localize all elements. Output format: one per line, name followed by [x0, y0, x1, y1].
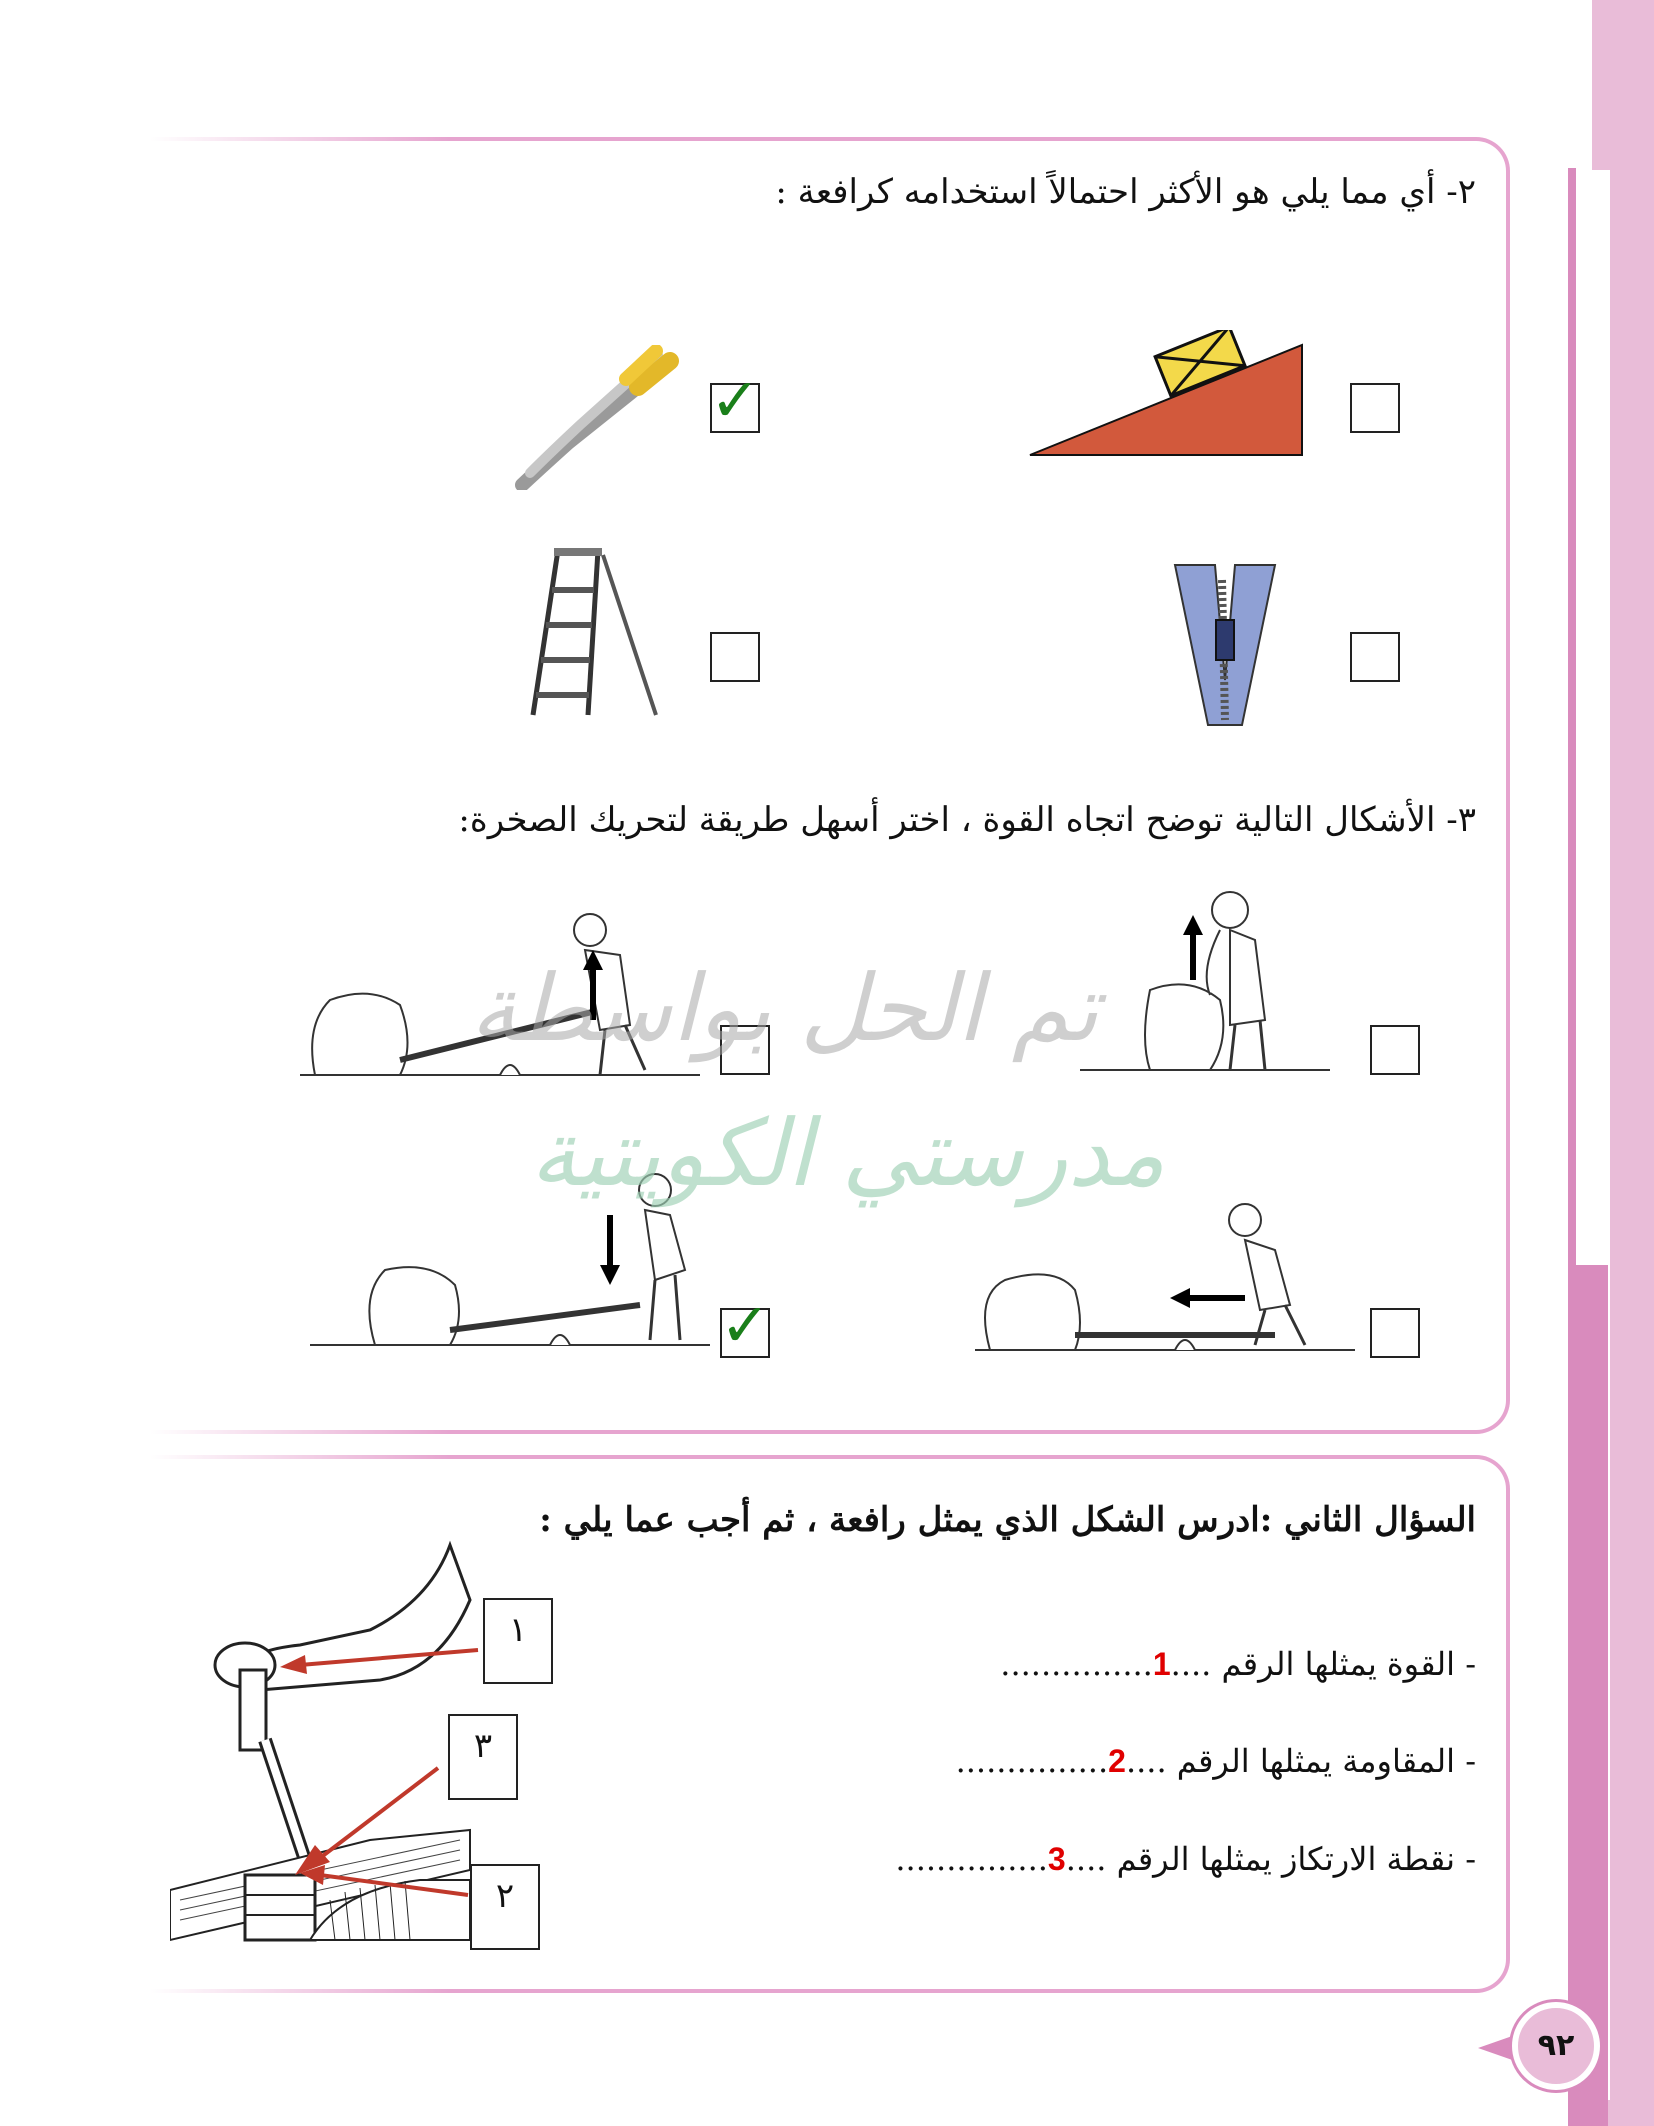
- checkbox-tongs[interactable]: [710, 366, 761, 436]
- answer-force[interactable]: 1: [1152, 1646, 1171, 1682]
- checkbox-inclined-plane[interactable]: [1350, 383, 1400, 433]
- check-mark-icon: ✓: [710, 366, 761, 436]
- tongs-image: [510, 345, 680, 490]
- answer-line-resistance: - المقاومة يمثلها الرقم ....2...............: [955, 1742, 1476, 1780]
- checkbox-ladder[interactable]: [710, 632, 760, 682]
- page-number-badge: [1478, 1998, 1608, 2098]
- zipper-image: [1170, 560, 1280, 730]
- q3-title: ٣- الأشكال التالية توضح اتجاه القوة ، اختر أسهل طريقة لتحريك الصخرة:: [458, 800, 1476, 840]
- inclined-plane-image: [1020, 330, 1310, 460]
- checkbox-lift-by-hand[interactable]: [1370, 1025, 1420, 1075]
- lift-by-hand-image: [1080, 880, 1330, 1080]
- sidebar-lower: [1576, 1265, 1608, 2126]
- checkbox-lever-push-down[interactable]: [720, 1291, 771, 1361]
- label-box-3: ٣: [448, 1714, 518, 1800]
- answer-fulcrum[interactable]: 3: [1047, 1841, 1066, 1877]
- checkbox-lever-push-sideways[interactable]: [1370, 1308, 1420, 1358]
- answer-resistance[interactable]: 2: [1108, 1743, 1126, 1779]
- q2-title: ٢- أي مما يلي هو الأكثر احتمالاً استخدامه كرافعة :: [775, 172, 1476, 212]
- answer-line-force: - القوة يمثلها الرقم ....1...............: [1000, 1645, 1476, 1683]
- watermark-line-1: تم الحل بواسطة: [470, 955, 1099, 1062]
- sidebar-stripe: [1568, 168, 1576, 2126]
- check-mark-icon: ✓: [720, 1291, 771, 1361]
- answer-line-fulcrum: - نقطة الارتكاز يمثلها الرقم ....3...............: [895, 1840, 1476, 1878]
- watermark-line-2: مدرستي الكويتية: [530, 1100, 1166, 1207]
- lever-push-sideways-image: [975, 1195, 1355, 1360]
- checkbox-zipper[interactable]: [1350, 632, 1400, 682]
- page-number: ٩٢: [1512, 2002, 1600, 2090]
- label-box-2: ٢: [470, 1864, 540, 1950]
- ladder-image: [528, 545, 663, 720]
- section2-title: السؤال الثاني :ادرس الشكل الذي يمثل رافعة ، ثم أجب عما يلي :: [539, 1500, 1476, 1540]
- label-box-1: ١: [483, 1598, 553, 1684]
